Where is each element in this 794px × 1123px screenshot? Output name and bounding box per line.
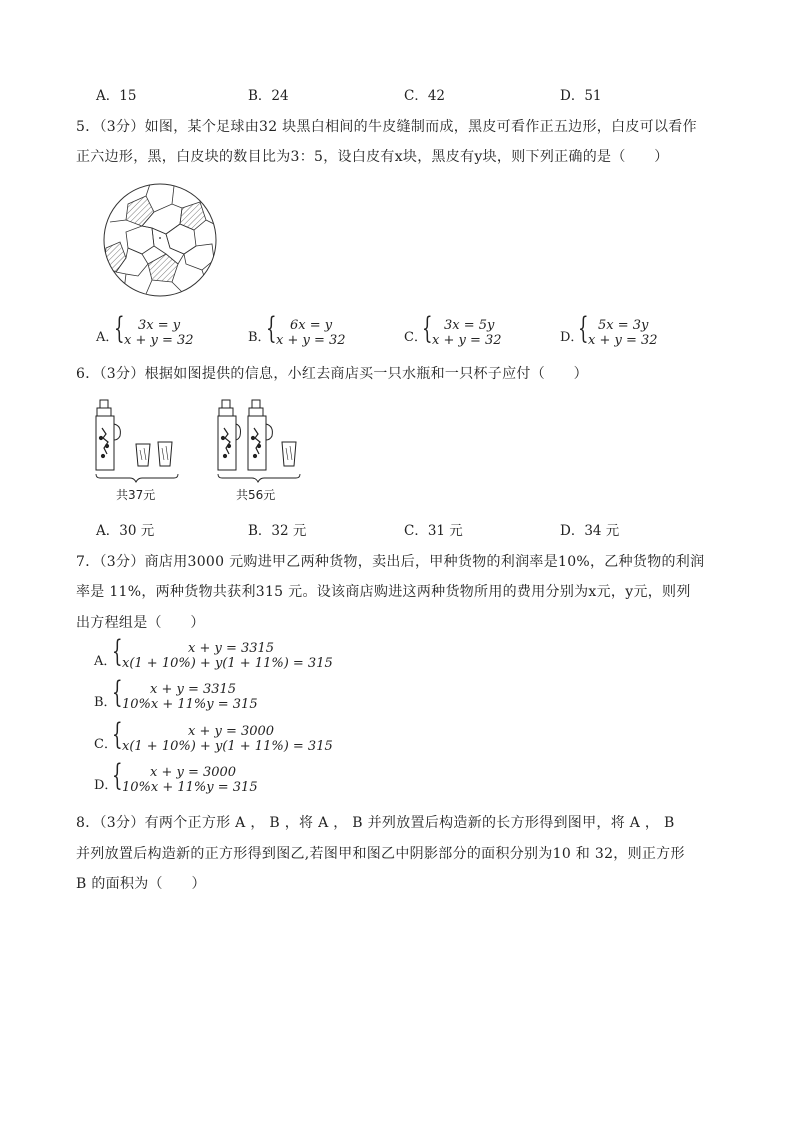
q8-question-line-1: 8．（3分）有两个正方形 A ， B ，将 A ， B 并列放置后构造新的长方形得到图甲，将 A ， B [76, 815, 675, 831]
q5-question-line-2: 正六边形，黑，白皮块的数目比为3：5，设白皮有x块，黑皮有y块，则下列正确的是（ ） [76, 149, 669, 165]
brace-icon: { [112, 634, 123, 669]
q7-option-d-eq2: 10%x + 11%y = 315 [122, 780, 258, 795]
q5-option-d-eq2: x + y = 32 [588, 333, 658, 348]
q6-caption-right: 共56元 [236, 488, 276, 502]
q5-option-a-label: A． [96, 330, 119, 345]
q5-option-b-eq2: x + y = 32 [276, 333, 346, 348]
brace-icon: { [114, 311, 125, 346]
q7-option-a-label: A． [94, 654, 117, 669]
q5-option-d-label: D． [560, 330, 584, 345]
q5-option-a-eq2: x + y = 32 [124, 333, 194, 348]
q7-option-a [94, 634, 354, 673]
q4-option-c: C．42 [404, 88, 446, 104]
q7-option-c-label: C． [94, 737, 117, 752]
q6-option-d: D．34 元 [560, 523, 620, 539]
q6-option-c: C．31 元 [404, 523, 463, 539]
q6-option-b: B．32 元 [248, 523, 307, 539]
q7-option-d [94, 758, 354, 797]
q4-option-d: D．51 [560, 88, 602, 104]
brace-icon: { [422, 311, 433, 346]
q7-option-c [94, 717, 354, 756]
q7-option-d-eq1: x + y = 3000 [150, 765, 237, 780]
q7-question-line-3: 出方程组是（ ） [76, 615, 205, 631]
q5-option-c-eq2: x + y = 32 [432, 333, 502, 348]
q5-option-b-eq1: 6x = y [290, 318, 333, 333]
q6-caption-left: 共37元 [116, 488, 156, 502]
q7-option-b [94, 675, 354, 714]
soccer-ball-figure [102, 182, 220, 300]
brace-icon: { [112, 717, 123, 752]
brace-icon: { [266, 311, 277, 346]
brace-icon: { [112, 675, 123, 710]
q5-option-a [96, 311, 236, 350]
q5-option-c [404, 311, 544, 350]
q4-option-b: B．24 [248, 88, 289, 104]
q5-option-c-label: C． [404, 330, 427, 345]
brace-icon: { [112, 758, 123, 793]
q8-question-line-3: B 的面积为（ ） [76, 876, 206, 892]
q5-option-d-eq1: 5x = 3y [598, 318, 649, 333]
bottle-and-two-cups-figure [92, 398, 184, 486]
brace-icon: { [578, 311, 589, 346]
q5-question-line-1: 5．（3分）如图，某个足球由32 块黑白相间的牛皮缝制而成，黑皮可看作正五边形，白皮可以看作 [76, 119, 697, 135]
q4-option-a: A．15 [96, 88, 137, 104]
q5-option-b-label: B． [248, 330, 271, 345]
q7-question-line-1: 7．（3分）商店用3000 元购进甲乙两种货物，卖出后，甲种货物的利润率是10%，乙种货物的利润 [76, 554, 705, 570]
q7-option-c-eq2: x(1 + 10%) + y(1 + 11%) = 315 [122, 739, 333, 754]
q7-option-d-label: D． [94, 778, 118, 793]
q5-option-a-eq1: 3x = y [138, 318, 181, 333]
q7-option-b-label: B． [94, 695, 117, 710]
q6-option-a: A．30 元 [96, 523, 155, 539]
q7-option-c-eq1: x + y = 3000 [188, 724, 275, 739]
q7-option-a-eq1: x + y = 3315 [188, 641, 275, 656]
q7-option-a-eq2: x(1 + 10%) + y(1 + 11%) = 315 [122, 656, 333, 671]
q7-question-line-2: 率是 11%，两种货物共获利315 元。设该商店购进这两种货物所用的费用分别为x元，y元，则列 [76, 584, 691, 600]
q7-option-b-eq1: x + y = 3315 [150, 682, 237, 697]
q5-option-b [248, 311, 388, 350]
q5-option-c-eq1: 3x = 5y [444, 318, 495, 333]
q5-option-d [560, 311, 700, 350]
two-bottles-and-cup-figure [214, 398, 306, 486]
q8-question-line-2: 并列放置后构造新的正方形得到图乙,若图甲和图乙中阴影部分的面积分别为10 和 32，则正方形 [76, 846, 685, 862]
q7-option-b-eq2: 10%x + 11%y = 315 [122, 697, 258, 712]
q6-question-line-1: 6．（3分）根据如图提供的信息，小红去商店买一只水瓶和一只杯子应付（ ） [76, 366, 588, 382]
